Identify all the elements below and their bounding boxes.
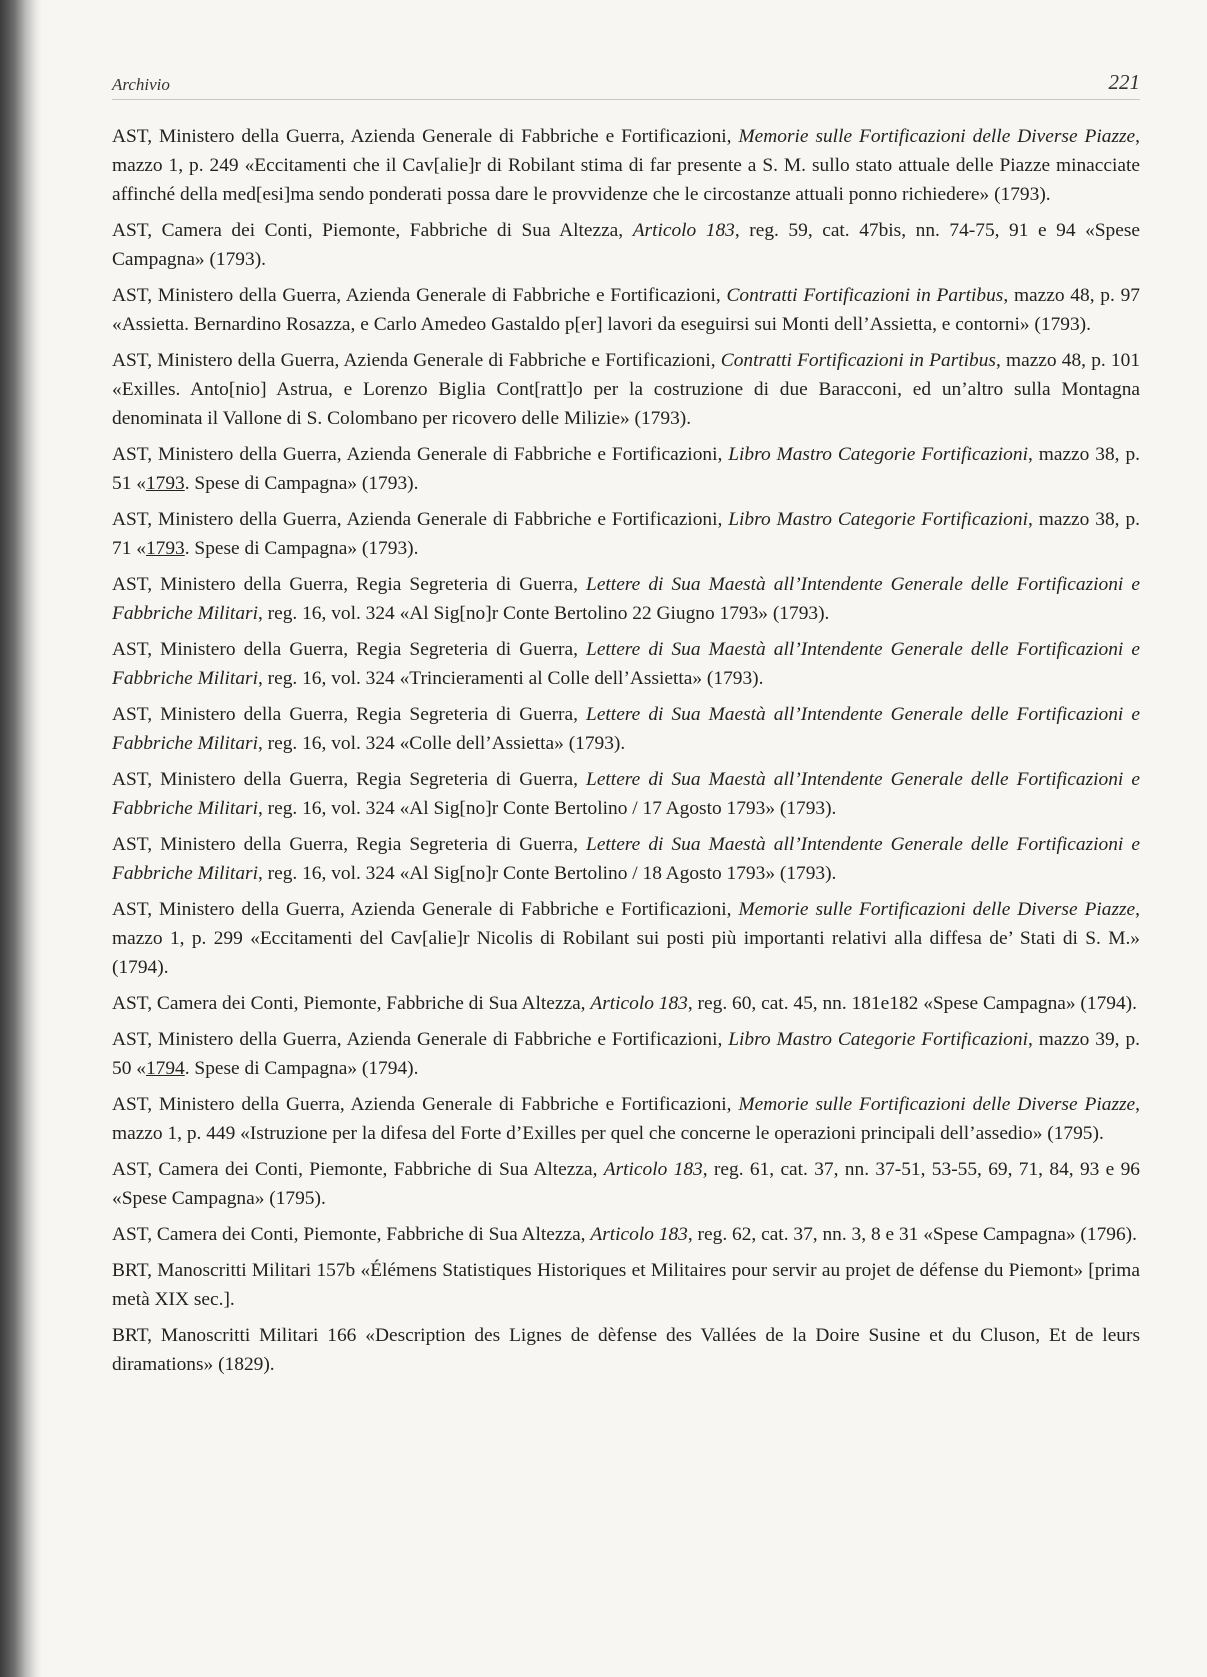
- bibliography-entry: [112, 895, 1140, 982]
- entry-post: , mazzo 1, p. 449 «Istruzione per la difesa del Forte d’Exilles per quel che concerne le operazioni principali dell’assedio» (1795).: [112, 1094, 1141, 1144]
- bibliography-entry: [112, 216, 1140, 274]
- book-page: [112, 70, 1140, 1386]
- entry-pre: AST, Camera dei Conti, Piemonte, Fabbriche di Sua Altezza,: [112, 1159, 604, 1180]
- entry-pre: AST, Ministero della Guerra, Azienda Generale di Fabbriche e Fortificazioni,: [112, 350, 721, 371]
- entry-pre: AST, Camera dei Conti, Piemonte, Fabbriche di Sua Altezza,: [112, 1224, 591, 1245]
- page-number: 221: [1108, 70, 1140, 94]
- bibliography-entry: [112, 700, 1140, 758]
- entry-title: Libro Mastro Categorie Fortificazioni: [728, 1029, 1028, 1050]
- bibliography-entry: [112, 346, 1140, 433]
- bibliography-list: [112, 122, 1140, 1379]
- bibliography-entry: [112, 1025, 1140, 1083]
- entry-pre: AST, Camera dei Conti, Piemonte, Fabbriche di Sua Altezza,: [112, 993, 591, 1014]
- entry-title: Memorie sulle Fortificazioni delle Diverse Piazze: [738, 899, 1136, 920]
- entry-post2: . Spese di Campagna» (1794).: [184, 1058, 419, 1079]
- entry-post: , reg. 16, vol. 324 «Al Sig[no]r Conte Bertolino / 18 Agosto 1793» (1793).: [257, 863, 837, 884]
- section-title: Archivio: [112, 75, 170, 94]
- entry-title: Libro Mastro Categorie Fortificazioni: [728, 444, 1028, 465]
- bibliography-entry: [112, 1256, 1140, 1314]
- entry-post: , mazzo 1, p. 249 «Eccitamenti che il Cav[alie]r di Robilant stima di far presente a S. M. sullo stato attuale delle Piazze minacciate affinché della med[esi]ma sendo ponderati possa dare le provvidenze che le circostanze attuali ponno richiedere» (1793).: [112, 126, 1141, 205]
- entry-post: , mazzo 1, p. 299 «Eccitamenti del Cav[alie]r Nicolis di Robilant sui posti più importanti relativi alla diffesa de’ Stati di S. M.» (1794).: [112, 899, 1141, 978]
- entry-ul: 1793: [145, 473, 185, 494]
- entry-post: , reg. 16, vol. 324 «Colle dell’Assietta» (1793).: [257, 733, 626, 754]
- entry-pre: BRT, Manoscritti Militari 166 «Description des Lignes de dèfense des Vallées de la Doire Susine et du Cluson, Et de leurs diramations» (1829).: [112, 1325, 1140, 1375]
- entry-pre: AST, Ministero della Guerra, Azienda Generale di Fabbriche e Fortificazioni,: [112, 1094, 739, 1115]
- entry-post: , reg. 16, vol. 324 «Al Sig[no]r Conte Bertolino 22 Giugno 1793» (1793).: [257, 603, 830, 624]
- entry-title: Lettere di Sua Maestà all’Intendente Generale delle Fortificazioni e Fabbriche Militari: [112, 704, 1140, 754]
- bibliography-entry: [112, 1220, 1140, 1249]
- entry-title: Memorie sulle Fortificazioni delle Diverse Piazze: [738, 1094, 1136, 1115]
- entry-title: Contratti Fortificazioni in Partibus: [720, 350, 996, 371]
- bibliography-entry: [112, 1155, 1140, 1213]
- entry-pre: AST, Camera dei Conti, Piemonte, Fabbriche di Sua Altezza,: [112, 220, 633, 241]
- bibliography-entry: [112, 635, 1140, 693]
- entry-title: Memorie sulle Fortificazioni delle Diverse Piazze: [738, 126, 1136, 147]
- entry-title: Libro Mastro Categorie Fortificazioni: [728, 509, 1028, 530]
- entry-post: , reg. 60, cat. 45, nn. 181e182 «Spese Campagna» (1794).: [687, 993, 1137, 1014]
- entry-post2: . Spese di Campagna» (1793).: [184, 473, 419, 494]
- entry-ul: 1793: [145, 538, 185, 559]
- entry-title: Lettere di Sua Maestà all’Intendente Generale delle Fortificazioni e Fabbriche Militari: [112, 639, 1140, 689]
- bibliography-entry: [112, 440, 1140, 498]
- running-header: [112, 70, 1140, 100]
- bibliography-entry: [112, 570, 1140, 628]
- entry-post: , mazzo 38, p. 51 «: [112, 444, 1140, 494]
- entry-pre: AST, Ministero della Guerra, Regia Segreteria di Guerra,: [112, 769, 587, 790]
- entry-ul: 1794: [145, 1058, 185, 1079]
- entry-title: Articolo 183: [603, 1159, 703, 1180]
- entry-pre: AST, Ministero della Guerra, Azienda Generale di Fabbriche e Fortificazioni,: [112, 509, 729, 530]
- bibliography-entry: [112, 122, 1140, 209]
- entry-pre: AST, Ministero della Guerra, Azienda Generale di Fabbriche e Fortificazioni,: [112, 444, 729, 465]
- book-spine-shadow: [0, 0, 42, 1677]
- entry-pre: AST, Ministero della Guerra, Regia Segreteria di Guerra,: [112, 704, 587, 725]
- bibliography-entry: [112, 281, 1140, 339]
- entry-post: , reg. 62, cat. 37, nn. 3, 8 e 31 «Spese Campagna» (1796).: [687, 1224, 1137, 1245]
- bibliography-entry: [112, 765, 1140, 823]
- bibliography-entry: [112, 505, 1140, 563]
- entry-post: , mazzo 39, p. 50 «: [112, 1029, 1140, 1079]
- entry-post: , mazzo 48, p. 101 «Exilles. Anto[nio] Astrua, e Lorenzo Biglia Cont[ratt]o per la costruzione di due Baracconi, ed un’altro sulla Montagna denominata il Vallone di S. Colombano per ricovero delle Milizie» (1793).: [112, 350, 1141, 429]
- entry-pre: AST, Ministero della Guerra, Azienda Generale di Fabbriche e Fortificazioni,: [112, 126, 739, 147]
- entry-post: , reg. 16, vol. 324 «Al Sig[no]r Conte Bertolino / 17 Agosto 1793» (1793).: [257, 798, 837, 819]
- entry-title: Articolo 183: [590, 1224, 688, 1245]
- entry-post2: . Spese di Campagna» (1793).: [184, 538, 419, 559]
- entry-post: , reg. 59, cat. 47bis, nn. 74-75, 91 e 94 «Spese Campagna» (1793).: [112, 220, 1141, 270]
- entry-pre: AST, Ministero della Guerra, Azienda Generale di Fabbriche e Fortificazioni,: [112, 285, 727, 306]
- entry-pre: AST, Ministero della Guerra, Azienda Generale di Fabbriche e Fortificazioni,: [112, 899, 739, 920]
- entry-post: , mazzo 38, p. 71 «: [112, 509, 1140, 559]
- bibliography-entry: [112, 1090, 1140, 1148]
- entry-pre: AST, Ministero della Guerra, Regia Segreteria di Guerra,: [112, 639, 587, 660]
- entry-pre: AST, Ministero della Guerra, Regia Segreteria di Guerra,: [112, 834, 587, 855]
- entry-pre: AST, Ministero della Guerra, Regia Segreteria di Guerra,: [112, 574, 587, 595]
- entry-pre: AST, Ministero della Guerra, Azienda Generale di Fabbriche e Fortificazioni,: [112, 1029, 729, 1050]
- entry-pre: BRT, Manoscritti Militari 157b «Élémens Statistiques Historiques et Militaires pour servir au projet de défense du Piemont» [prima metà XIX sec.].: [112, 1260, 1140, 1310]
- entry-post: , reg. 16, vol. 324 «Trincieramenti al Colle dell’Assietta» (1793).: [257, 668, 764, 689]
- bibliography-entry: [112, 989, 1140, 1018]
- entry-title: Contratti Fortificazioni in Partibus: [726, 285, 1004, 306]
- bibliography-entry: [112, 1321, 1140, 1379]
- bibliography-entry: [112, 830, 1140, 888]
- entry-title: Articolo 183: [632, 220, 735, 241]
- entry-post: , reg. 61, cat. 37, nn. 37-51, 53-55, 69, 71, 84, 93 e 96 «Spese Campagna» (1795).: [112, 1159, 1141, 1209]
- entry-title: Lettere di Sua Maestà all’Intendente Generale delle Fortificazioni e Fabbriche Militari: [112, 574, 1140, 624]
- entry-title: Lettere di Sua Maestà all’Intendente Generale delle Fortificazioni e Fabbriche Militari: [112, 769, 1140, 819]
- entry-title: Lettere di Sua Maestà all’Intendente Generale delle Fortificazioni e Fabbriche Militari: [112, 834, 1140, 884]
- entry-title: Articolo 183: [590, 993, 688, 1014]
- entry-post: , mazzo 48, p. 97 «Assietta. Bernardino Rosazza, e Carlo Amedeo Gastaldo p[er] lavori da eseguirsi sui Monti dell’Assietta, e contorni» (1793).: [112, 285, 1140, 335]
